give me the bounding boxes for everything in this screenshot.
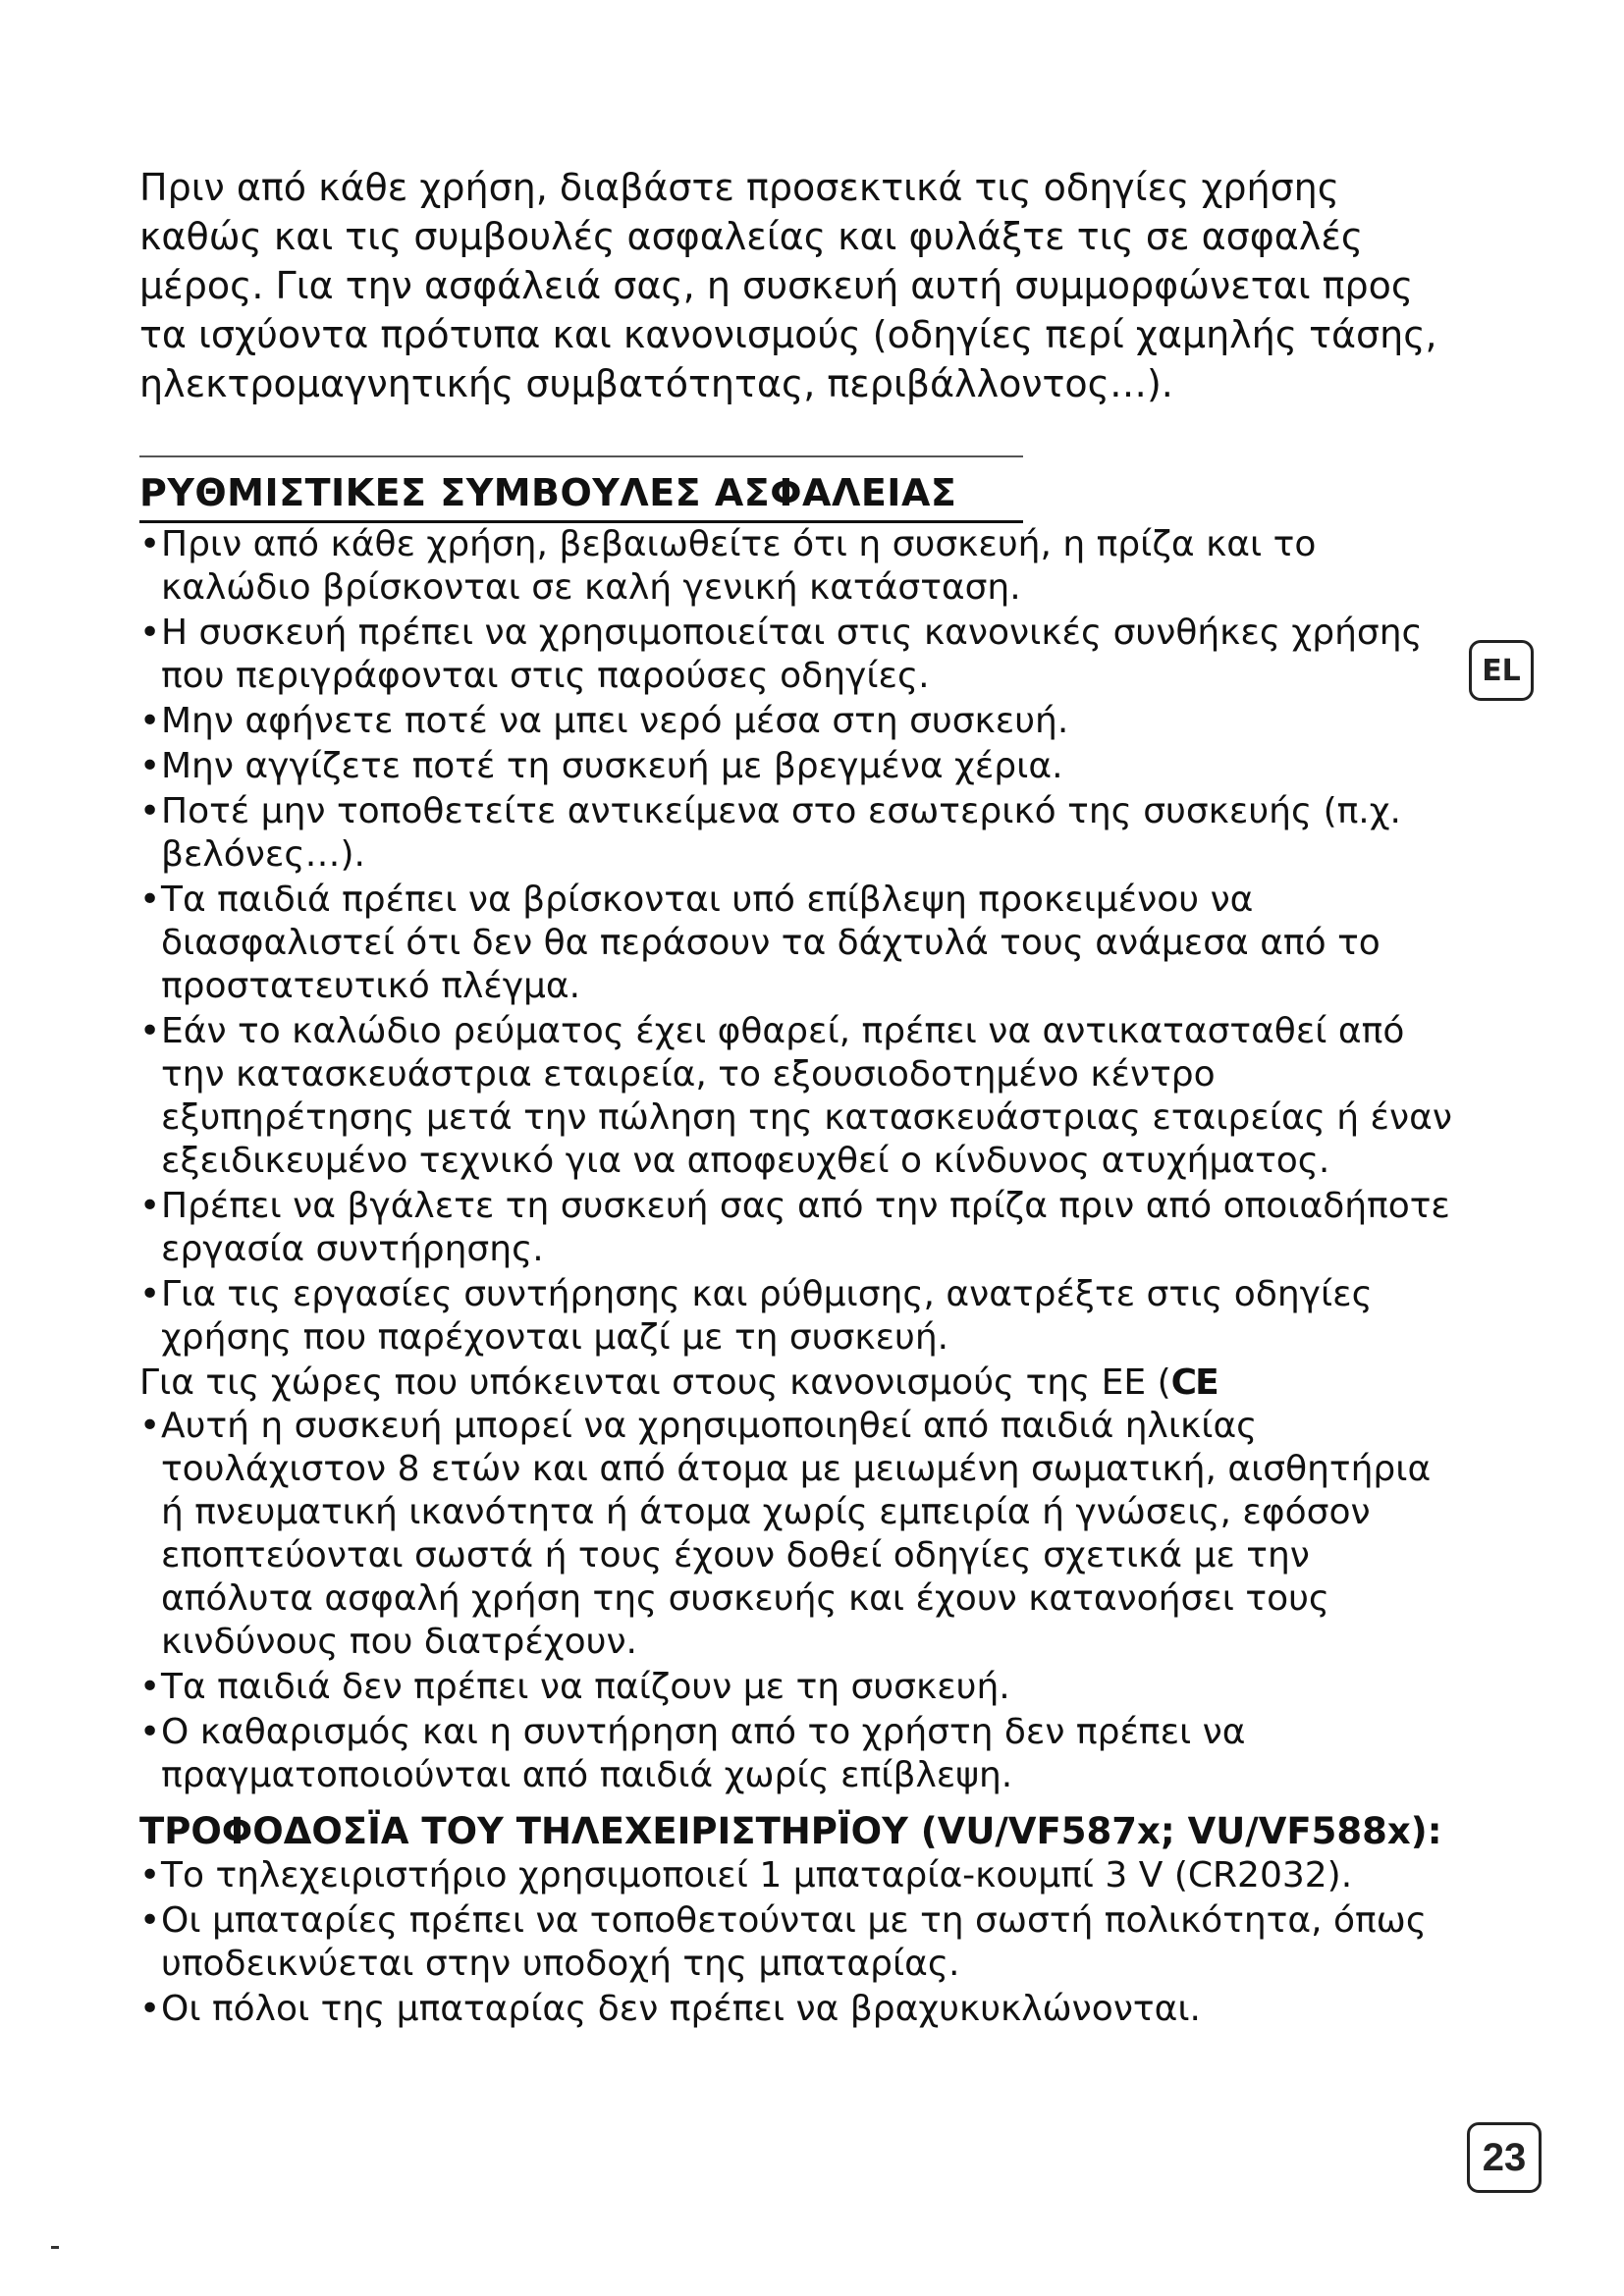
- list-item: • Τα παιδιά δεν πρέπει να παίζουν με τη συσκευή.: [139, 1666, 1455, 1709]
- list-item: • Οι μπαταρίες πρέπει να τοποθετούνται με τη σωστή πολικότητα, όπως υποδεικνύεται στην υποδοχή της μπαταρίας.: [139, 1899, 1455, 1986]
- section-title: ΡΥΘΜΙΣΤΙΚΕΣ ΣΥΜΒΟΥΛΕΣ ΑΣΦΑΛΕΙΑΣ: [139, 455, 1023, 523]
- list-item: • Πριν από κάθε χρήση, βεβαιωθείτε ότι η συσκευή, η πρίζα και το καλώδιο βρίσκονται σε καλή γενική κατάσταση.: [139, 523, 1455, 610]
- list-item: • Τα παιδιά πρέπει να βρίσκονται υπό επίβλεψη προκειμένου να διασφαλιστεί ότι δεν θα περάσουν τα δάχτυλά τους ανάμεσα από το προστατευτικό πλέγμα.: [139, 879, 1455, 1008]
- list-item: • Η συσκευή πρέπει να χρησιμοποιείται στις κανονικές συνθήκες χρήσης που περιγράφονται στις παρούσες οδηγίες.: [139, 612, 1455, 698]
- list-item: • Ποτέ μην τοποθετείτε αντικείμενα στο εσωτερικό της συσκευής (π.χ. βελόνες…).: [139, 790, 1455, 877]
- list-item: • Το τηλεχειριστήριο χρησιμοποιεί 1 μπαταρία-κουμπί 3 V (CR2032).: [139, 1854, 1455, 1897]
- eu-list: [139, 1405, 1455, 1797]
- corner-mark: [51, 2246, 59, 2249]
- list-item: • Οι πόλοι της μπαταρίας δεν πρέπει να βραχυκυκλώνονται.: [139, 1988, 1455, 2031]
- list-item: • Ο καθαρισμός και η συντήρηση από το χρήστη δεν πρέπει να πραγματοποιούνται από παιδιά χωρίς επίβλεψη.: [139, 1711, 1455, 1797]
- list-item: • Εάν το καλώδιο ρεύματος έχει φθαρεί, πρέπει να αντικατασταθεί από την κατασκευάστρια εταιρεία, το εξουσιοδοτημένο κέντρο εξυπηρέτησης μετά την πώληση της κατασκευάστριας εταιρείας ή έναν εξειδικευμένο τεχνικό για να αποφευχθεί ο κίνδυνος ατυχήματος.: [139, 1010, 1455, 1183]
- list-item: • Αυτή η συσκευή μπορεί να χρησιμοποιηθεί από παιδιά ηλικίας τουλάχιστον 8 ετών και από άτομα με μειωμένη σωματική, αισθητήρια ή πνευματική ικανότητα ή άτομα χωρίς εμπειρία ή γνώσεις, εφόσον εποπτεύονται σωστά ή τους έχουν δοθεί οδηγίες σχετικά με την απόλυτα ασφαλή χρήση της συσκευής και έχουν κατανοήσει τους κινδύνους που διατρέχουν.: [139, 1405, 1455, 1664]
- safety-list: [139, 523, 1455, 1360]
- remote-list: [139, 1854, 1455, 2031]
- intro-paragraph: Πριν από κάθε χρήση, διαβάστε προσεκτικά τις οδηγίες χρήσης καθώς και τις συμβουλές ασφαλείας και φυλάξτε τις σε ασφαλές μέρος. Για την ασφάλειά σας, η συσκευή αυτή συμμορφώνεται προς τα ισχύοντα πρότυπα και κανονισμούς (οδηγίες περί χαμηλής τάσης, ηλεκτρομαγνητικής συμβατότητας, περιβάλλοντος…).: [139, 166, 1437, 405]
- list-item: • Πρέπει να βγάλετε τη συσκευή σας από την πρίζα πριν από οποιαδήποτε εργασία συντήρησης.: [139, 1185, 1455, 1271]
- list-item: • Για τις εργασίες συντήρησης και ρύθμισης, ανατρέξτε στις οδηγίες χρήσης που παρέχονται μαζί με τη συσκευή.: [139, 1273, 1455, 1360]
- page-number: 23: [1467, 2122, 1542, 2193]
- list-item: • Μην αγγίζετε ποτέ τη συσκευή με βρεγμένα χέρια.: [139, 745, 1455, 788]
- list-item: • Μην αφήνετε ποτέ να μπει νερό μέσα στη συσκευή.: [139, 700, 1455, 743]
- eu-note: [139, 1362, 1455, 1405]
- ce-mark-icon: CE: [1170, 1362, 1218, 1403]
- language-badge: EL: [1469, 640, 1534, 701]
- eu-note-text: Για τις χώρες που υπόκεινται στους κανονισμούς της ΕΕ (: [139, 1362, 1171, 1403]
- remote-heading: ΤΡΟΦΟΔΟΣΪΑ ΤΟΥ ΤΗΛΕΧΕΙΡΙΣΤΗΡΪΟΥ (VU/VF587x; VU/VF588x):: [139, 1810, 1442, 1852]
- manual-page: [139, 163, 1455, 2033]
